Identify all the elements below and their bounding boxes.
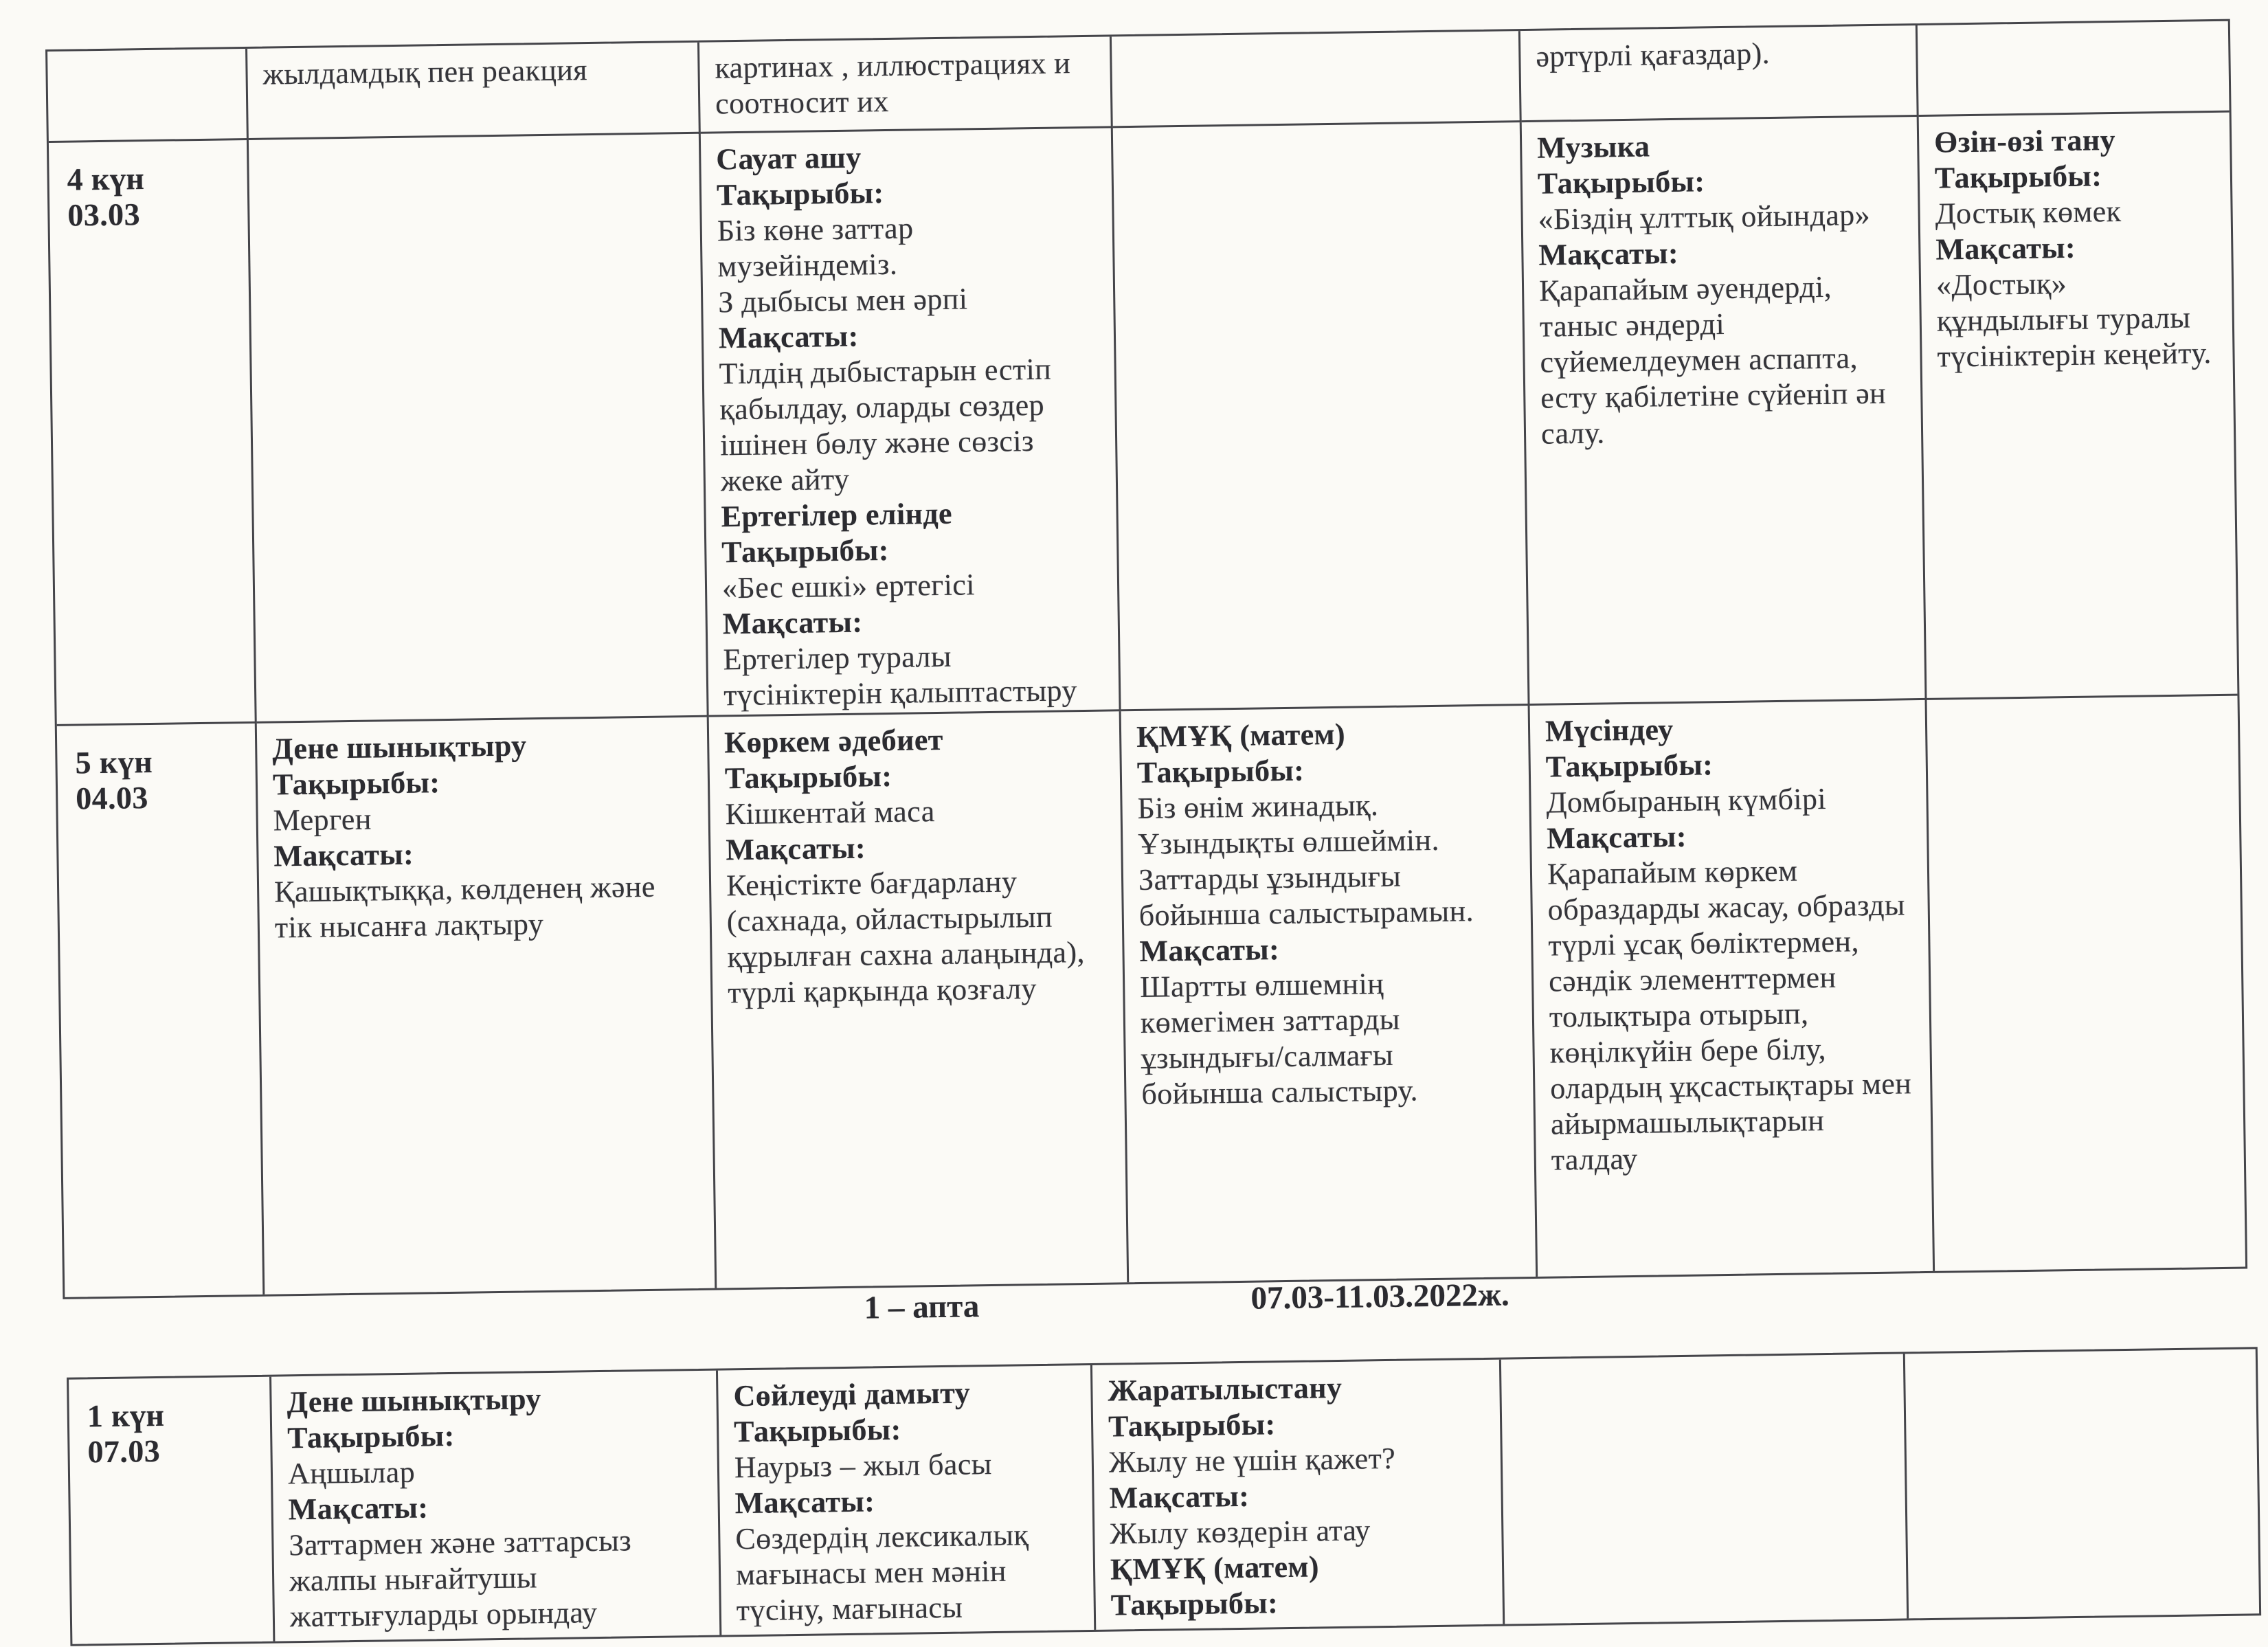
cell-text-line: З дыбысы мен әрпі xyxy=(717,282,968,320)
cell-heading-line: Мақсаты: xyxy=(722,605,863,641)
cell-heading-line: Жаратылыстану xyxy=(1108,1370,1343,1408)
cell-text-line: Кеңістікте бағдарлану (сахнада, ойластырылып құрылған сахна алаңында), түрлі қарқында қозғалу xyxy=(726,864,1093,1010)
cell-text-line: картинах , иллюстрациях и соотносит их xyxy=(715,46,1079,121)
lesson-cell xyxy=(709,711,1130,1288)
cell-heading-line: Мақсаты: xyxy=(726,831,866,867)
cell-text-line: Заттарды ұзындығы бойынша салыстырамын. xyxy=(1138,859,1474,932)
cell-text-line: «Бес ешкі» ертегісі xyxy=(721,568,976,605)
cell-text-line: Мерген xyxy=(273,802,372,838)
cell-heading-line: Дене шынықтыру xyxy=(287,1382,542,1420)
cell-text-line: Қарапайым көркем образдарды жасау, образды түрлі ұсақ бөліктермен, сәндік элементтермен толықтыра отырып, көңілкүйін бере білу, олардың ұқсастықтары мен айырмашылықтарын талдау xyxy=(1547,853,1920,1177)
lesson-cell xyxy=(1919,113,2238,700)
cell-text-line: Достық көмек xyxy=(1935,194,2122,231)
lesson-cell xyxy=(271,1371,721,1642)
cell-heading-line: Мақсаты: xyxy=(288,1490,429,1527)
lesson-cell xyxy=(1121,706,1538,1282)
schedule-table-week-previous xyxy=(45,19,2247,1299)
cell-heading-line: Мақсаты: xyxy=(1109,1479,1250,1515)
week-label: 1 – апта xyxy=(864,1288,980,1326)
cell-heading-line: 1 күн xyxy=(87,1397,165,1434)
cell-text-line: Ертегілер туралы түсініктерін қалыптастыру xyxy=(723,639,1078,713)
cell-heading-line: Өзін-өзі тану xyxy=(1933,123,2116,159)
lesson-cell xyxy=(247,43,701,140)
lesson-cell xyxy=(1520,25,1919,122)
cell-heading-line: Мақсаты: xyxy=(273,837,414,873)
cell-text-line: әртүрлі қағаздар). xyxy=(1536,36,1771,74)
cell-heading-line: Тақырыбы: xyxy=(716,176,884,212)
day-cell xyxy=(57,724,265,1297)
lesson-cell xyxy=(1092,1360,1505,1630)
lesson-cell xyxy=(1501,1354,1909,1624)
cell-text-line: «Біздің ұлттық ойындар» xyxy=(1538,197,1871,236)
cell-heading-line: ҚМҰҚ (матем) xyxy=(1136,717,1346,754)
cell-text-line: Қашықтыққа, көлденең және тік нысанға лақтыру xyxy=(273,869,664,945)
cell-text-line: Наурыз – жыл басы xyxy=(734,1447,992,1485)
cell-heading-line: Тақырыбы: xyxy=(1110,1586,1279,1622)
cell-heading-line: 03.03 xyxy=(67,197,141,233)
cell-heading-line: 4 күн xyxy=(67,161,145,197)
cell-heading-line: Мақсаты: xyxy=(734,1484,875,1521)
cell-heading-line: Музыка xyxy=(1536,129,1650,165)
cell-heading-line: Тақырыбы: xyxy=(1934,159,2102,195)
cell-heading-line: 07.03 xyxy=(87,1433,161,1470)
cell-heading-line: Мақсаты: xyxy=(1546,819,1687,855)
lesson-cell xyxy=(1918,21,2230,117)
lesson-cell xyxy=(1905,1349,2259,1618)
cell-heading-line: Тақырыбы: xyxy=(1108,1407,1276,1444)
cell-text-line: Біз өнім жинадық. xyxy=(1137,788,1379,825)
cell-heading-line: Сауат ашу xyxy=(716,140,862,177)
day-cell xyxy=(49,140,257,726)
lesson-cell xyxy=(249,134,709,724)
cell-heading-line: Көркем әдебиет xyxy=(723,722,944,760)
cell-heading-line: Мақсаты: xyxy=(1139,932,1280,968)
lesson-cell xyxy=(1530,700,1935,1277)
lesson-cell xyxy=(718,1365,1096,1635)
day-cell xyxy=(69,1377,275,1644)
lesson-cell xyxy=(1112,31,1522,128)
week-date-range: 07.03-11.03.2022ж. xyxy=(1250,1277,1510,1317)
lesson-cell xyxy=(1522,117,1927,706)
cell-heading-line: Дене шынықтыру xyxy=(271,728,527,766)
cell-heading-line: 04.03 xyxy=(75,780,149,816)
cell-heading-line: 5 күн xyxy=(75,743,153,781)
cell-text-line: Тілдің дыбыстарын естіп қабылдау, оларды сөздер ішінен бөлу және сөзсіз жеке айту xyxy=(719,352,1059,498)
cell-heading-line: Сөйлеуді дамыту xyxy=(733,1376,971,1413)
cell-heading-line: Тақырыбы: xyxy=(733,1412,901,1449)
schedule-table-week-1 xyxy=(67,1347,2261,1646)
cell-text-line: Кішкентай маса xyxy=(725,794,935,831)
cell-text-line: Домбыраның күмбірі xyxy=(1546,781,1827,820)
lesson-cell xyxy=(701,128,1121,717)
cell-heading-line: Тақырыбы: xyxy=(1136,753,1305,789)
cell-text-line: Сөздердің лексикалық мағынасы мен мәнін түсіну, мағынасы xyxy=(735,1518,1037,1628)
cell-heading-line: Мақсаты: xyxy=(718,319,859,355)
lesson-cell xyxy=(699,36,1113,133)
day-cell xyxy=(47,49,249,143)
cell-heading-line: Мақсаты: xyxy=(1538,236,1679,272)
lesson-cell xyxy=(257,717,717,1295)
cell-text-line: жылдамдық пен реакция xyxy=(262,53,588,91)
cell-heading-line: ҚМҰҚ (матем) xyxy=(1110,1549,1320,1587)
cell-heading-line: Мүсіндеу xyxy=(1545,713,1674,748)
cell-heading-line: Тақырыбы: xyxy=(721,533,890,570)
cell-text-line: «Достық» құндылығы туралы түсініктерін кеңейту. xyxy=(1935,266,2212,374)
cell-heading-line: Тақырыбы: xyxy=(287,1418,455,1455)
cell-heading-line: Мақсаты: xyxy=(1935,230,2076,267)
cell-text-line: Аңшылар xyxy=(287,1455,416,1491)
lesson-cell xyxy=(1113,122,1530,711)
cell-heading-line: Тақырыбы: xyxy=(724,759,892,796)
cell-heading-line: Тақырыбы: xyxy=(1537,164,1705,201)
cell-text-line: Жылу не үшін қажет? xyxy=(1108,1441,1396,1479)
cell-text-line: Шартты өлшемнің көмегімен заттарды ұзындығы/салмағы бойынша салыстыру. xyxy=(1139,966,1419,1111)
cell-text-line: Жылу көздерін атау xyxy=(1109,1513,1371,1551)
lesson-cell xyxy=(1927,696,2246,1271)
cell-text-line: Біз көне заттар музейіндеміз. xyxy=(717,211,922,284)
cell-heading-line: Тақырыбы: xyxy=(1545,748,1714,784)
cell-heading-line: Тақырыбы: xyxy=(272,765,440,802)
cell-heading-line: Ертегілер елінде xyxy=(721,496,953,534)
cell-text-line: Заттармен және заттарсыз жалпы нығайтушы жаттығуларды орындау xyxy=(289,1523,640,1634)
cell-text-line: Ұзындықты өлшеймін. xyxy=(1137,822,1440,861)
cell-text-line: Қарапайым әуендерді, таныс әндерді сүйемелдеумен аспапта, есту қабілетіне сүйеніп ән салу. xyxy=(1538,269,1894,451)
